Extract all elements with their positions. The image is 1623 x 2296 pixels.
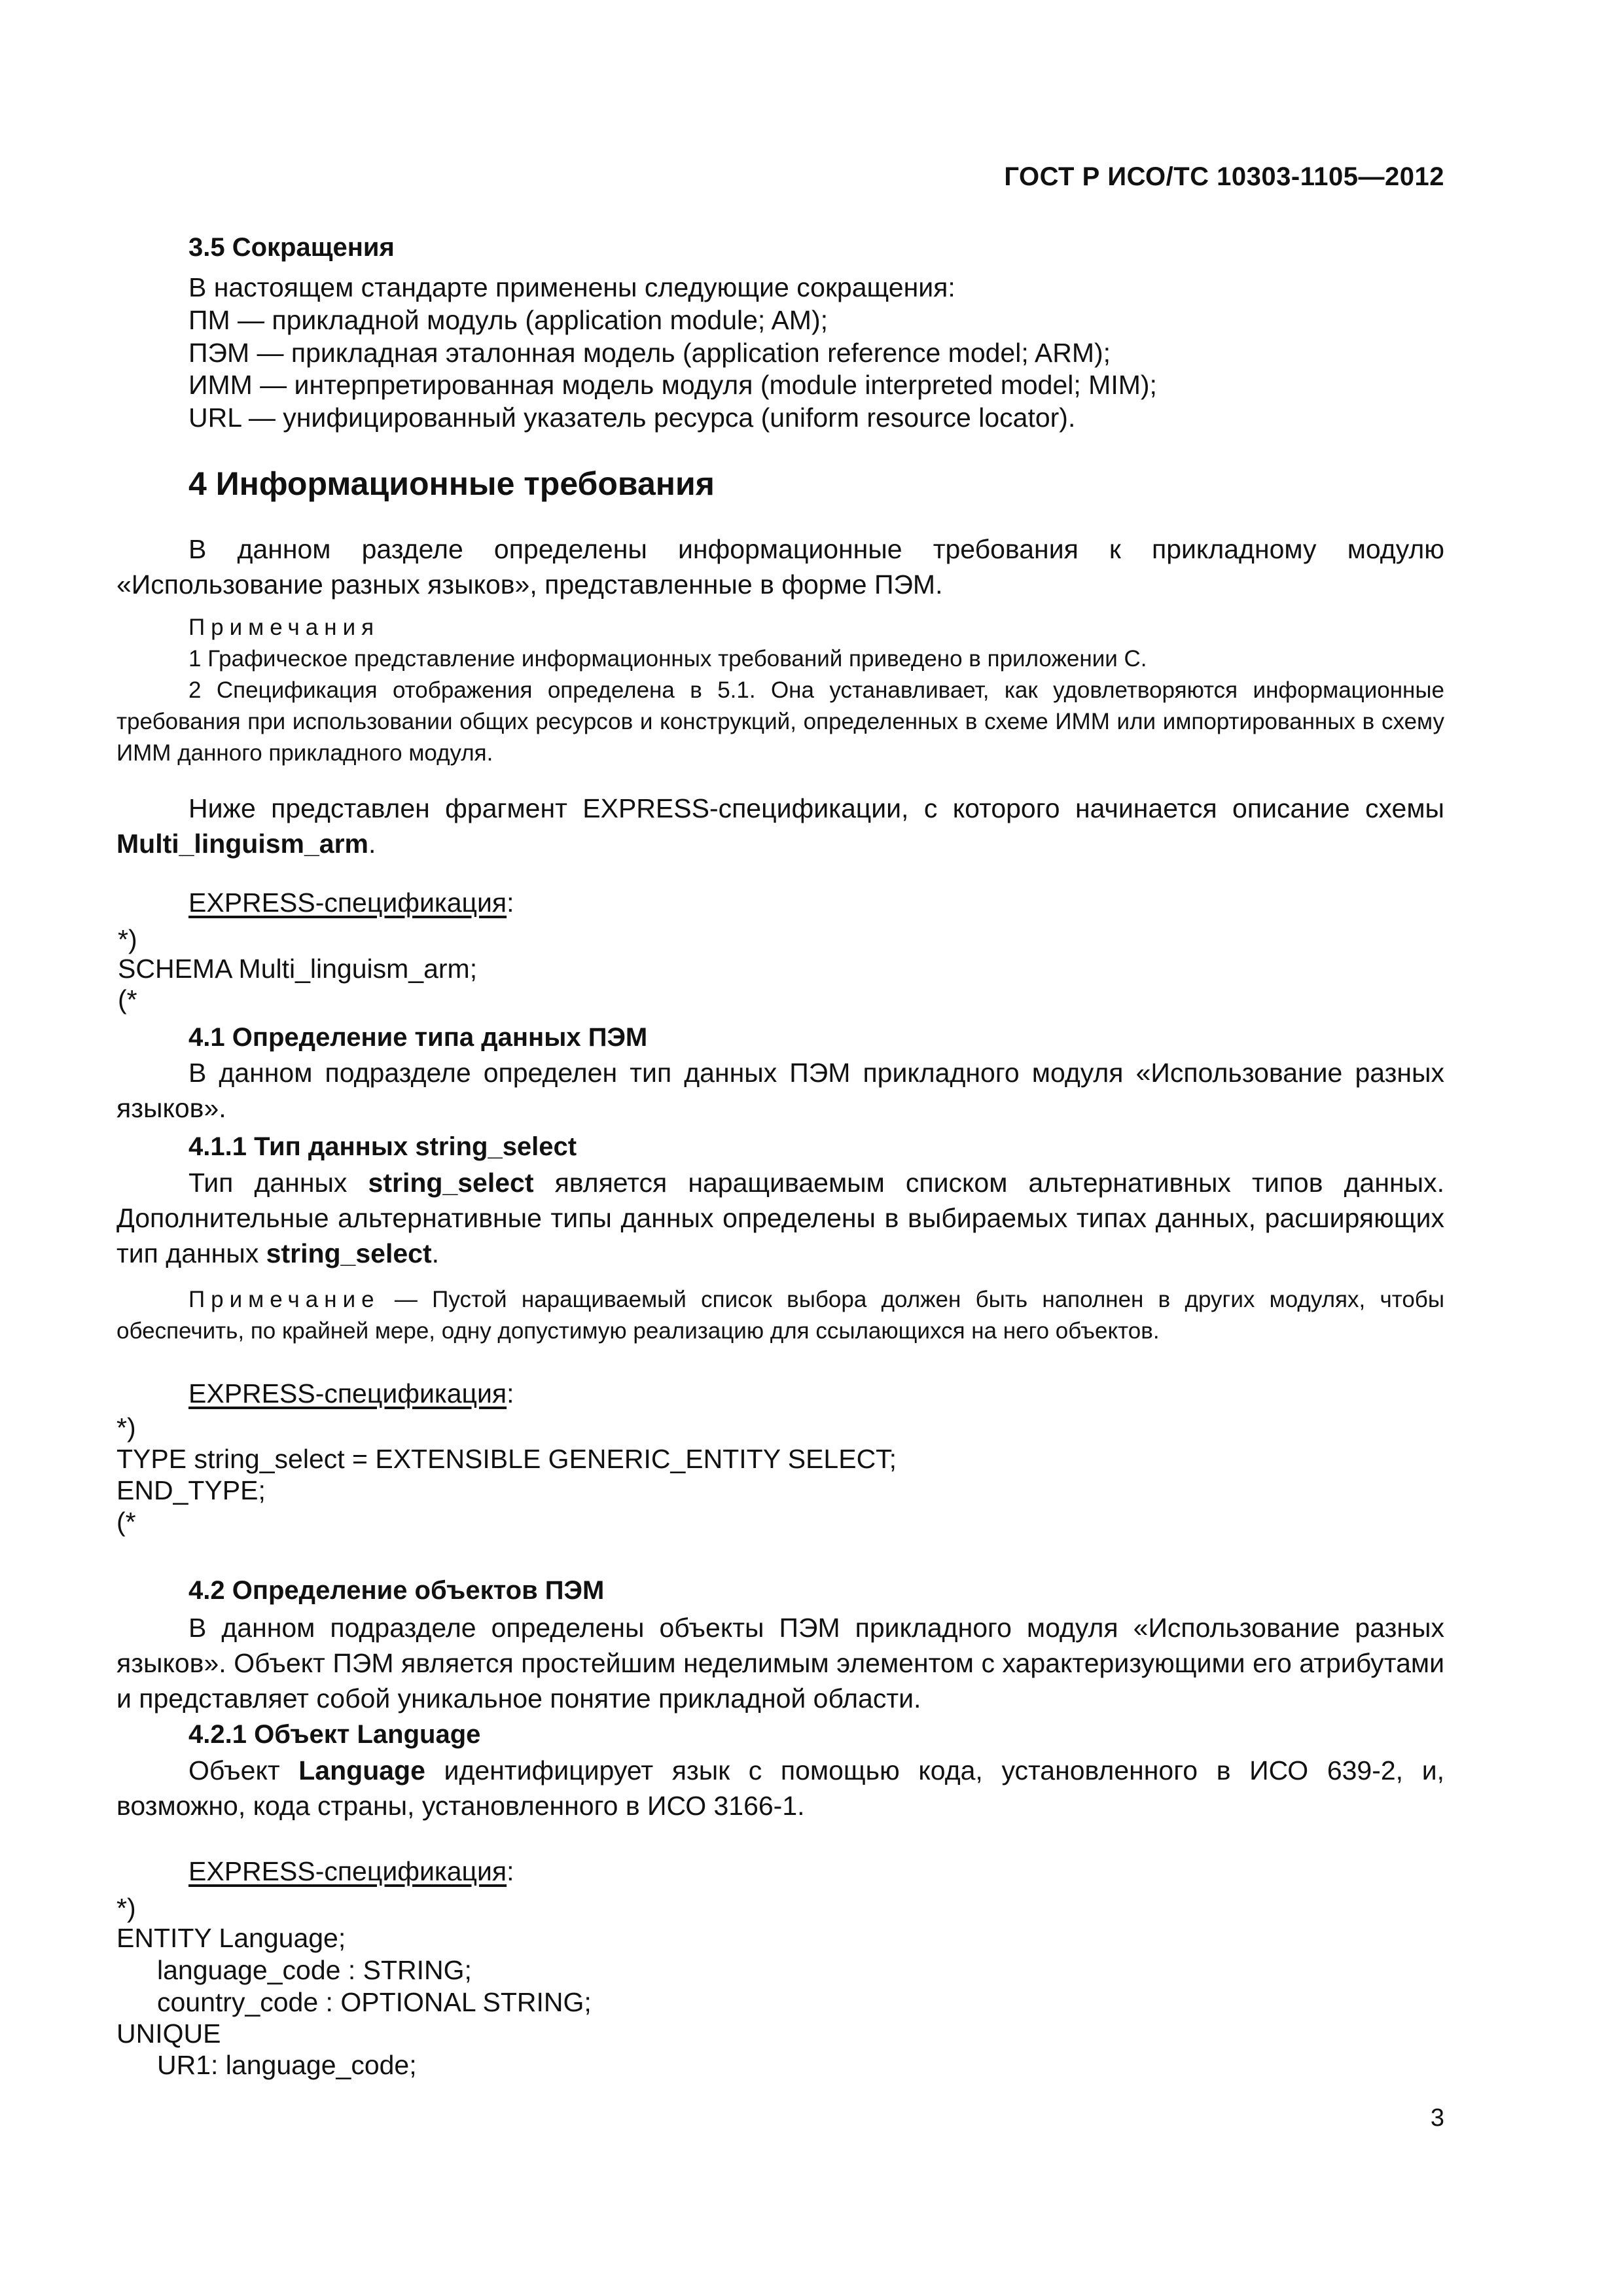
schema-name: Multi_linguism_arm (116, 829, 369, 859)
abbrev-imm: ИММ — интерпретированная модель модуля (module interpreted model; MIM); (188, 370, 1157, 400)
abbrev-url: URL — унифицированный указатель ресурса (uniform resource locator). (188, 403, 1076, 433)
code-line: *) (116, 1893, 136, 1923)
code-line: language_code : STRING; (157, 1955, 472, 1985)
code-line: *) (118, 924, 137, 954)
code-line: (* (116, 1507, 136, 1537)
section-4-1-title: 4.1 Определение типа данных ПЭМ (188, 1023, 648, 1052)
code-line: country_code : OPTIONAL STRING; (157, 1987, 592, 2017)
code-line: END_TYPE; (116, 1475, 266, 1505)
section-3-5-title: 3.5 Сокращения (188, 233, 395, 262)
note-4-1-1: Примечание — Пустой наращиваемый список выбора должен быть наполнен в других модулях, чтобы обеспечить, по крайней мере, одну допустимую реализацию для ссылающихся на него объектов. (116, 1287, 1444, 1344)
note-1: 1 Графическое представление информационных требований приведено в приложении С. (188, 646, 1147, 672)
section-4-2-title: 4.2 Определение объектов ПЭМ (188, 1576, 605, 1605)
section-4-2-1-title: 4.2.1 Объект Language (188, 1720, 481, 1749)
abbrev-pm: ПМ — прикладной модуль (application module; AM); (188, 305, 828, 335)
section-4-1-para: В данном подразделе определен тип данных ПЭМ прикладного модуля «Использование разных языков». (116, 1058, 1444, 1123)
code-line: UNIQUE (116, 2018, 221, 2049)
section-4-2-1-para: Объект Language идентифицирует язык с помощью кода, установленного в ИСО 639-2, и, возможно, кода страны, установленного в ИСО 3166-1. (116, 1755, 1445, 1821)
code-line: UR1: language_code; (157, 2050, 417, 2080)
note-2: 2 Спецификация отображения определена в 5.1. Она устанавливает, как удовлетворяются информационные требования при использовании общих ресурсов и конструкций, определенных в схеме ИММ или импортированных в схему ИММ данного прикладного модуля. (116, 677, 1444, 766)
code-line: ENTITY Language; (116, 1923, 346, 1953)
code-line: TYPE string_select = EXTENSIBLE GENERIC_ENTITY SELECT; (116, 1444, 897, 1474)
section-4-1-1-para: Тип данных string_select является наращиваемым списком альтернативных типов данных. Дополнительные альтернативные типы данных определены в выбираемых типах данных, расширяющих тип данных string_select. (116, 1168, 1444, 1268)
section-4-title: 4 Информационные требования (188, 465, 715, 502)
notes-block (116, 612, 1444, 769)
code-line: SCHEMA Multi_linguism_arm; (118, 954, 478, 984)
notes-label: Примечания (188, 615, 380, 640)
express-label-1: EXPRESS-спецификация: (188, 888, 514, 918)
express-label-2: EXPRESS-спецификация: (188, 1378, 514, 1408)
section-4-para: В данном разделе определены информационные требования к прикладному модулю «Использование разных языков», представленные в форме ПЭМ. (116, 534, 1444, 600)
code-line: (* (118, 984, 137, 1014)
abbrev-pem: ПЭМ — прикладная эталонная модель (application reference model; ARM); (188, 338, 1111, 368)
page-number: 3 (1430, 2104, 1444, 2132)
section-4-2-para: В данном подразделе определены объекты ПЭМ прикладного модуля «Использование разных языков». Объект ПЭМ является простейшим неделимым элементом с характеризующими его атрибутами и представляет собой уникальное понятие прикладной области. (116, 1613, 1444, 1713)
code-line: *) (116, 1412, 136, 1443)
document-header: ГОСТ Р ИСО/ТС 10303-1105—2012 (1004, 162, 1444, 191)
express-intro-para: Ниже представлен фрагмент EXPRESS-спецификации, с которого начинается описание схемы Multi_linguism_arm. (116, 793, 1444, 859)
express-label-3: EXPRESS-спецификация: (188, 1856, 514, 1886)
section-4-1-1-title: 4.1.1 Тип данных string_select (188, 1132, 577, 1161)
abbrev-intro: В настоящем стандарте применены следующие сокращения: (188, 272, 955, 302)
